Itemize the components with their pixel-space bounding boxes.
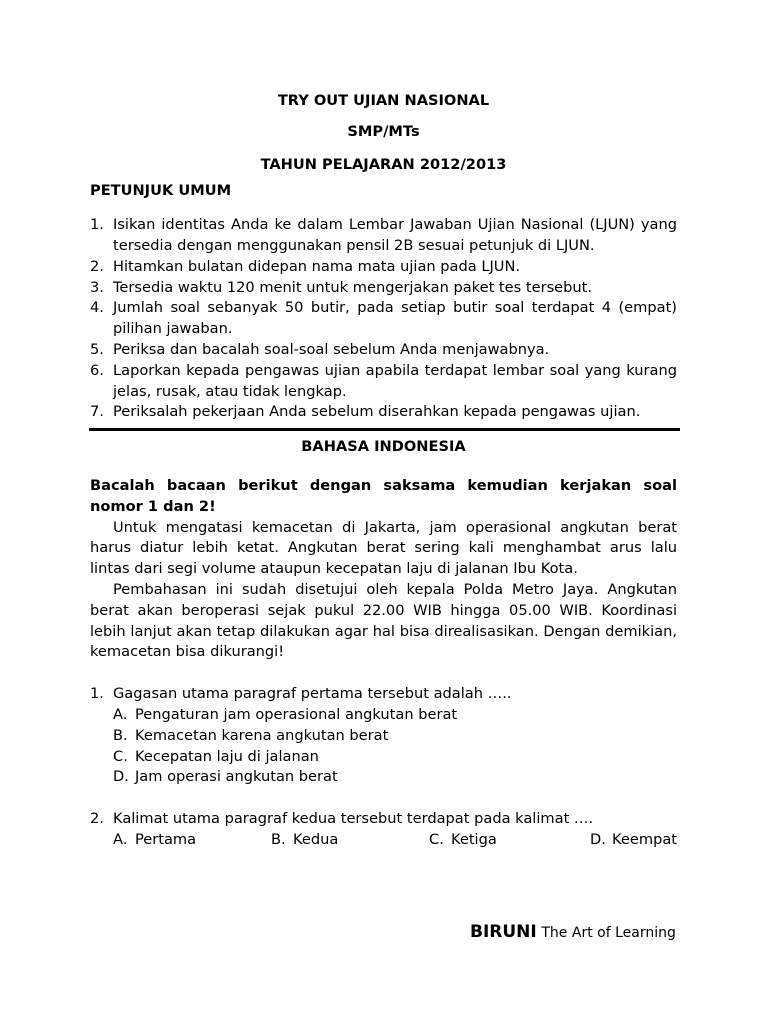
question-text: Gagasan utama paragraf pertama tersebut adalah ….. [113, 685, 512, 703]
title-year: TAHUN PELAJARAN 2012/2013 [260, 155, 507, 173]
page-footer [470, 922, 676, 944]
general-instructions-list [90, 215, 677, 423]
reading-paragraph-1: Untuk mengatasi kemacetan di Jakarta, jam operasional angkutan berat harus diatur lebih ketat. Angkutan berat sering kali menghambat arus lalu lintas dari segi volume ataupun kecepatan laju di jalanan Ibu Kota. [90, 518, 677, 578]
question-number: 2. [90, 810, 104, 828]
general-instructions-label: PETUNJUK UMUM [90, 182, 232, 200]
option-letter: B. [271, 830, 286, 848]
answer-option-a [113, 705, 677, 726]
question-2 [90, 809, 677, 851]
answer-option-b [113, 726, 677, 747]
item-text: Hitamkan bulatan didepan nama mata ujian pada LJUN. [113, 257, 521, 275]
answer-option-c [113, 747, 677, 768]
option-letter: A. [113, 705, 128, 723]
option-text: Pengaturan jam operasional angkutan berat [135, 705, 458, 723]
title-tryout: TRY OUT UJIAN NASIONAL [277, 92, 490, 109]
item-number: 7. [90, 403, 104, 421]
brand-tagline: The Art of Learning [541, 925, 676, 941]
question-1 [90, 684, 677, 788]
option-letter: C. [429, 830, 444, 848]
list-item [90, 402, 677, 423]
item-number: 1. [90, 216, 104, 234]
subject-title: BAHASA INDONESIA [301, 438, 466, 456]
item-text: Periksalah pekerjaan Anda sebelum diserahkan kepada pengawas ujian. [113, 403, 641, 421]
list-item [90, 298, 677, 340]
option-text: Jam operasi angkutan berat [135, 768, 338, 786]
option-text: Ketiga [451, 830, 497, 848]
answer-options [113, 705, 677, 788]
answer-option-b [271, 830, 429, 851]
option-letter: D. [590, 830, 606, 848]
item-number: 4. [90, 299, 104, 317]
option-letter: B. [113, 726, 128, 744]
item-number: 2. [90, 257, 104, 275]
item-text: Laporkan kepada pengawas ujian apabila terdapat lembar soal yang kurang jelas, rusak, atau tidak lengkap. [113, 361, 677, 400]
section-divider [89, 428, 680, 431]
item-text: Jumlah soal sebanyak 50 butir, pada setiap butir soal terdapat 4 (empat) pilihan jawaban. [113, 299, 677, 338]
item-number: 3. [90, 278, 104, 296]
option-text: Pertama [135, 830, 197, 848]
option-letter: D. [113, 768, 129, 786]
question-number: 1. [90, 685, 104, 703]
option-text: Keempat [612, 830, 677, 848]
list-item [90, 215, 677, 257]
option-letter: A. [113, 830, 128, 848]
item-text: Tersedia waktu 120 menit untuk mengerjakan paket tes tersebut. [113, 278, 593, 296]
page-content [90, 91, 677, 851]
item-number: 6. [90, 361, 104, 379]
title-level: SMP/MTs [347, 122, 420, 140]
item-text: Periksa dan bacalah soal-soal sebelum Anda menjawabnya. [113, 340, 550, 358]
question-text: Kalimat utama paragraf kedua tersebut terdapat pada kalimat …. [113, 810, 594, 828]
item-text: Isikan identitas Anda ke dalam Lembar Jawaban Ujian Nasional (LJUN) yang tersedia dengan menggunakan pensil 2B sesuai petunjuk di LJUN. [113, 216, 677, 254]
reading-instruction: Bacalah bacaan berikut dengan saksama kemudian kerjakan soal nomor 1 dan 2! [90, 476, 677, 515]
answer-option-c [429, 830, 587, 851]
answer-option-a [113, 830, 271, 851]
list-item [90, 340, 677, 361]
item-number: 5. [90, 340, 104, 358]
answer-option-d [590, 830, 677, 851]
option-text: Kecepatan laju di jalanan [135, 747, 319, 765]
option-letter: C. [113, 747, 128, 765]
list-item [90, 361, 677, 403]
reading-paragraph-2: Pembahasan ini sudah disetujui oleh kepala Polda Metro Jaya. Angkutan berat akan beroperasi sejak pukul 22.00 WIB hingga 05.00 WIB. Koordinasi lebih lanjut akan tetap dilakukan agar hal bisa direalisasikan. Dengan demikian, kemacetan bisa dikurangi! [90, 580, 677, 661]
answer-options [113, 830, 677, 851]
list-item [90, 257, 677, 278]
option-text: Kemacetan karena angkutan berat [135, 726, 389, 744]
brand-name: BIRUNI [470, 922, 537, 942]
list-item [90, 278, 677, 299]
option-text: Kedua [293, 830, 339, 848]
answer-option-d [113, 767, 677, 788]
